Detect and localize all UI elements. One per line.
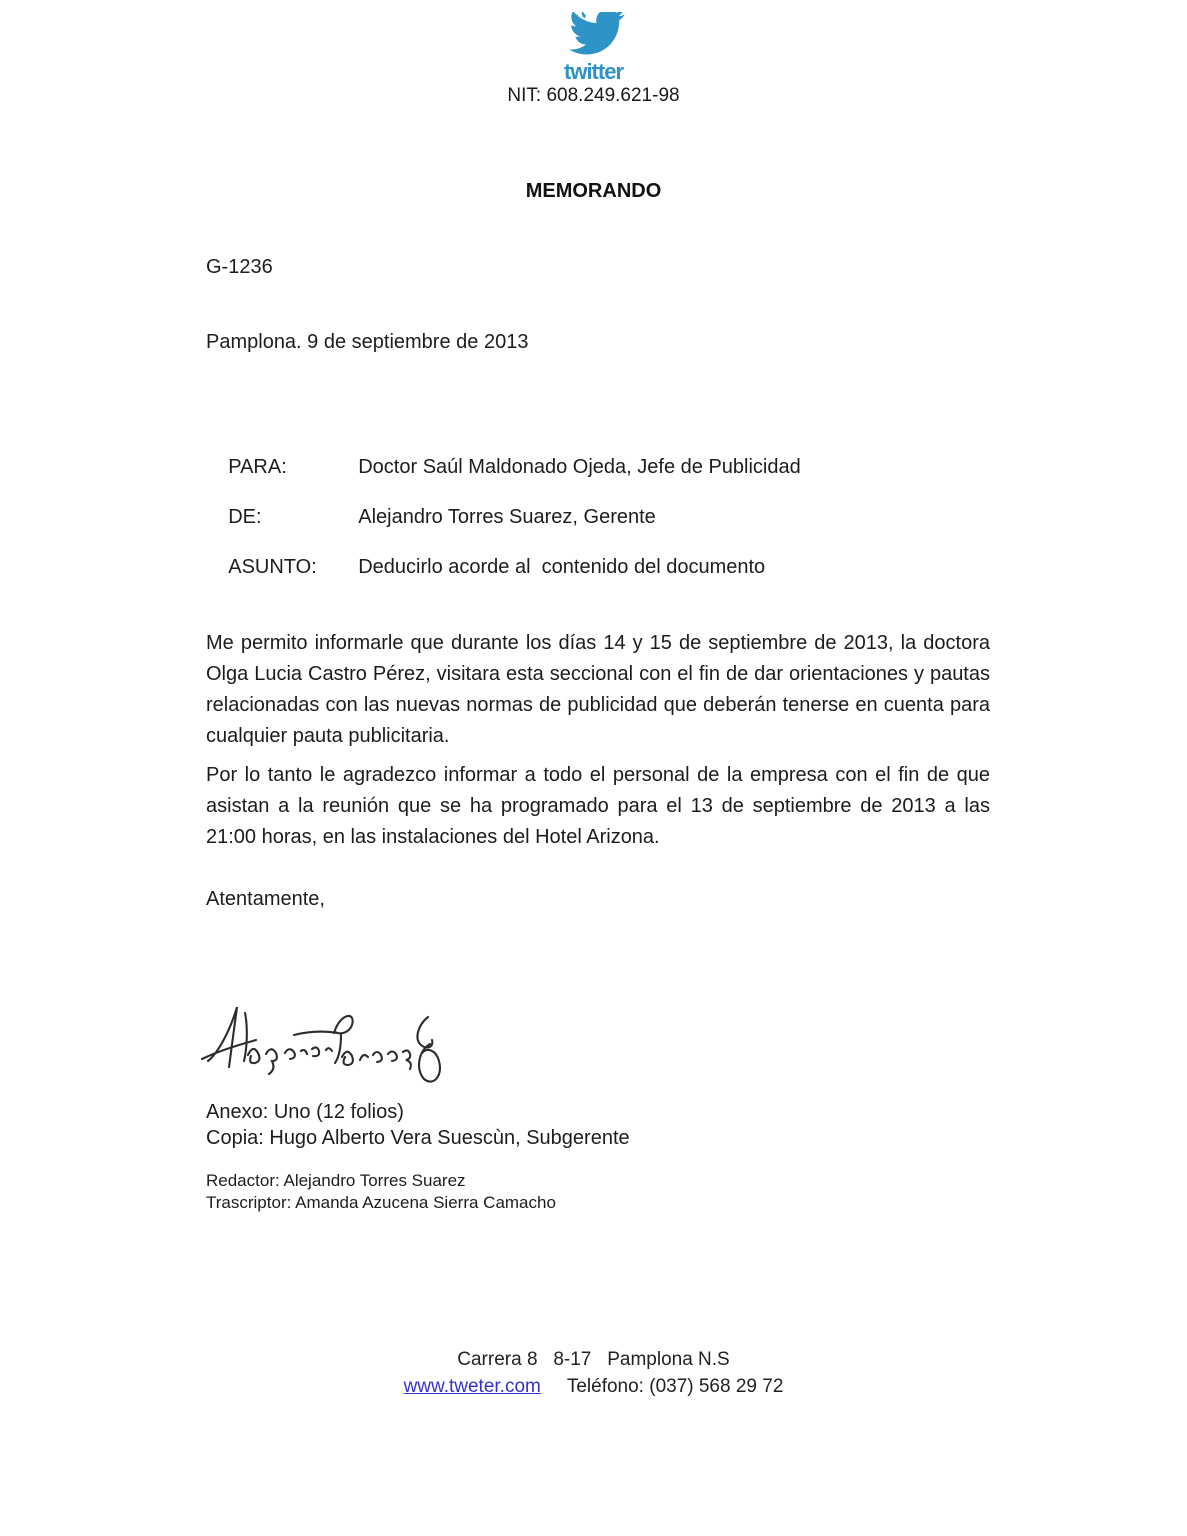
website-link[interactable]: www.tweter.com	[403, 1376, 541, 1397]
field-label-para: PARA:	[228, 456, 287, 478]
handwritten-signature	[200, 995, 460, 1100]
annex-line: Anexo: Uno (12 folios)	[206, 1101, 404, 1123]
date-line: Pamplona. 9 de septiembre de 2013	[206, 331, 529, 353]
transcriber-line: Trascriptor: Amanda Azucena Sierra Camacho	[206, 1193, 556, 1212]
closing-line: Atentamente,	[206, 888, 325, 910]
field-label-de: DE:	[228, 506, 262, 528]
field-label-asunto: ASUNTO:	[228, 556, 317, 578]
twitter-bird-icon	[557, 12, 631, 64]
field-value-asunto: Deducirlo acorde al contenido del documento	[358, 556, 766, 578]
twitter-wordmark: twitter	[564, 59, 623, 84]
reference-number: G-1236	[206, 256, 273, 278]
nit-line: NIT: 608.249.621-98	[507, 85, 680, 106]
body-paragraph-1: Me permito informarle que durante los días 14 y 15 de septiembre de 2013, la doctora Olga Lucia Castro Pérez, visitara esta seccional con el fin de dar orientaciones y pautas relacionadas con las nuevas normas de publicidad que deberán tenerse en cuenta para cualquier pauta publicitaria.	[206, 632, 990, 747]
memo-title: MEMORANDO	[525, 180, 662, 202]
footer-phone: Teléfono: (037) 568 29 72	[566, 1376, 784, 1397]
footer-address: Carrera 8 8-17 Pamplona N.S	[457, 1349, 730, 1370]
letterhead	[0, 12, 1187, 107]
copy-line: Copia: Hugo Alberto Vera Suescùn, Subgerente	[206, 1127, 630, 1149]
field-value-de: Alejandro Torres Suarez, Gerente	[358, 506, 656, 528]
field-value-para: Doctor Saúl Maldonado Ojeda, Jefe de Publicidad	[358, 456, 801, 478]
footer-contact	[0, 1376, 1187, 1398]
field-row-asunto	[206, 533, 1006, 602]
body-paragraph-2: Por lo tanto le agradezco informar a todo el personal de la empresa con el fin de que asistan a la reunión que se ha programado para el 13 de septiembre de 2013 a las 21:00 horas, en las instalaciones del Hotel Arizona.	[206, 764, 990, 848]
redactor-line: Redactor: Alejandro Torres Suarez	[206, 1171, 466, 1190]
